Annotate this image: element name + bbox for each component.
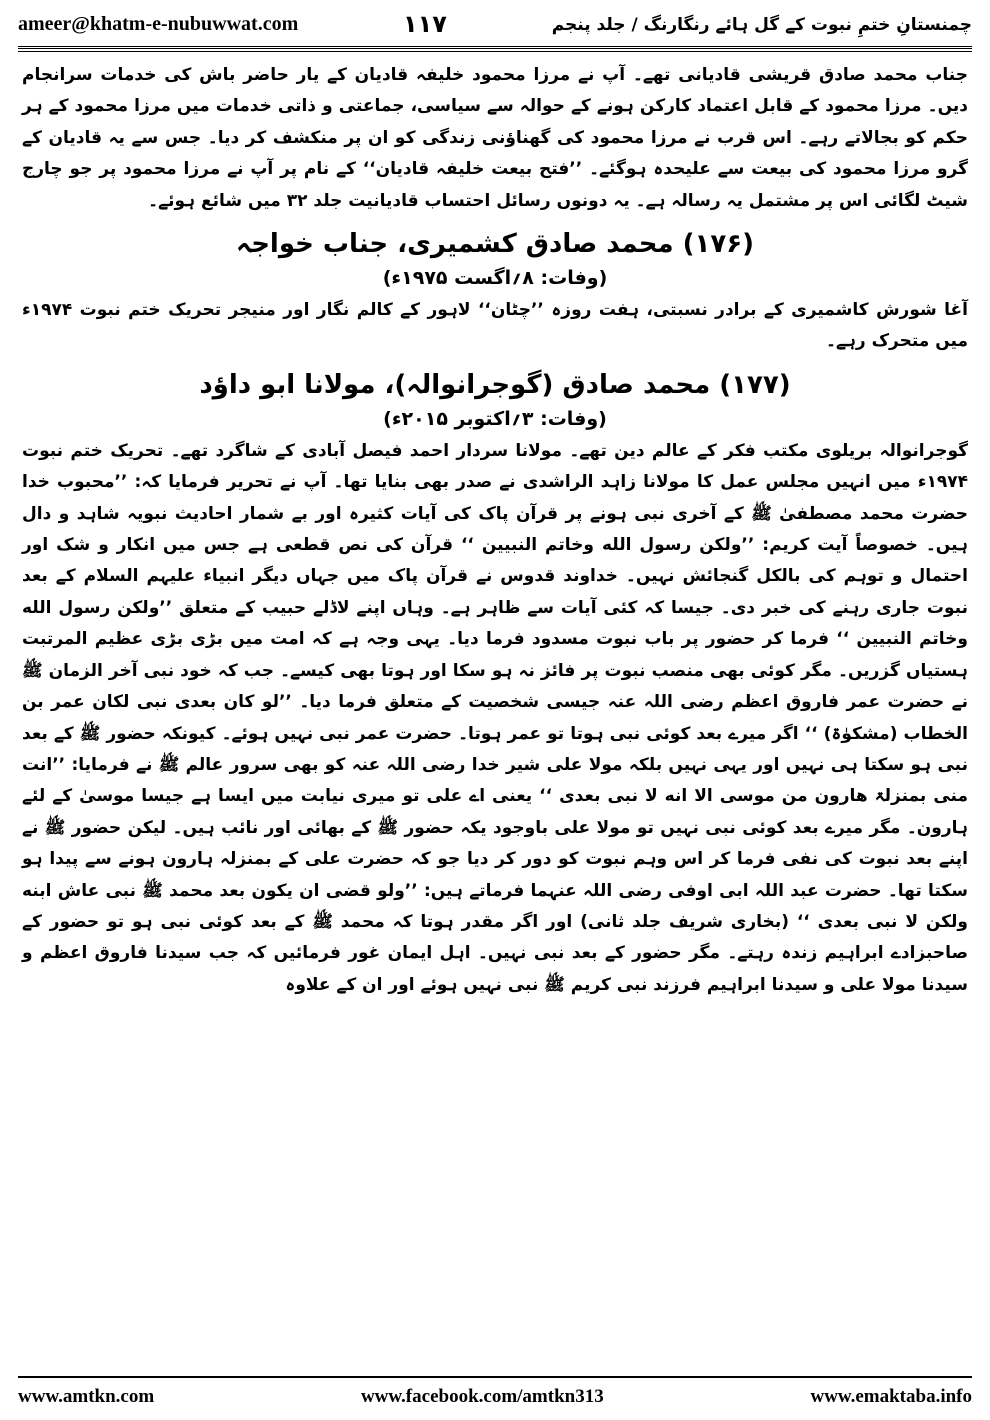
section-date-176: (وفات: ۸؍اگست ۱۹۷۵ء) bbox=[382, 267, 608, 290]
book-title: چمنستانِ ختمِ نبوت کے گل ہائے رنگارنگ / جلد پنجم bbox=[551, 14, 972, 35]
header-divider bbox=[18, 46, 972, 52]
footer-link-amtkn[interactable]: www.amtkn.com bbox=[18, 1386, 155, 1407]
header-email[interactable]: ameer@khatm-e-nubuwwat.com bbox=[18, 12, 299, 35]
intro-paragraph: جناب محمد صادق قریشی قادیانی تھے۔ آپ نے مرزا محمود خلیفہ قادیان کے یار حاضر باش کی خدمات سرانجام دیں۔ مرزا محمود کے قابل اعتماد کارکن ہونے کے حوالہ سے سیاسی، جماعتی و ذاتی خدمات میں مرزا محمود کے ہر حکم کو بجالاتے رہے۔ اس قرب نے مرزا محمود کی گھناؤنی زندگی کو ان پر منکشف کر دیا۔ جس سے یہ قادیان کے گرو مرزا محمود کی بیعت سے علیحدہ ہوگئے۔ ’’فتح بیعت خلیفہ قادیان‘‘ کے نام پر آپ نے مرزا محمود پر جو چارج شیٹ لگائی اس پر مشتمل یہ رسالہ ہے۔ یہ دونوں رسائل احتساب قادیانیت جلد ۳۲ میں شائع ہوئے۔ bbox=[22, 65, 968, 211]
page-content bbox=[22, 60, 968, 1368]
page-footer bbox=[18, 1384, 972, 1410]
section-paragraph-176: آغا شورش کاشمیری کے برادر نسبتی، ہفت روزہ ’’چٹان‘‘ لاہور کے کالم نگار اور منیجر تحریک ختم نبوت ۱۹۷۴ء میں متحرک رہے۔ bbox=[22, 300, 968, 352]
section-heading-176: (۱۷۶) محمد صادق کشمیری، جناب خواجہ bbox=[235, 229, 755, 260]
section-date-177: (وفات: ۳؍اکتوبر ۲۰۱۵ء) bbox=[383, 407, 607, 430]
page-number: ۱۱۷ bbox=[402, 10, 447, 38]
footer-divider bbox=[18, 1376, 972, 1378]
footer-link-emaktaba[interactable]: www.emaktaba.info bbox=[810, 1386, 972, 1407]
footer-link-facebook[interactable]: www.facebook.com/amtkn313 bbox=[360, 1386, 604, 1407]
section-heading-177: (۱۷۷) محمد صادق (گوجرانوالہ)، مولانا ابو داؤد bbox=[199, 369, 791, 400]
page-header bbox=[18, 8, 972, 40]
section-paragraph-177: گوجرانوالہ بریلوی مکتب فکر کے عالم دین تھے۔ مولانا سردار احمد فیصل آبادی کے شاگرد تھے۔ تحریک ختم نبوت ۱۹۷۴ء میں انہیں مجلس عمل کا مولانا زاہد الراشدی نے صدر بھی بنایا تھا۔ آپ نے تحریر فرمایا کہ: ’’محبوب خدا حضرت محمد مصطفیٰ ﷺ کے آخری نبی ہونے پر قرآن پاک کی آیات کثیرہ اور بے شمار احادیث نبویہ شاہد و دال ہیں۔ خصوصاً آیت کریم: ’’ولکن رسول الله وخاتم النبیین ‘‘ قرآن کی نص قطعی ہے جس میں انکار و شک اور احتمال و توہم کی بالکل گنجائش نہیں۔ خداوند قدوس نے قرآن پاک میں جہاں دیگر انبیاء علیہم السلام کے بعد نبوت جاری رہنے کی خبر دی۔ جیسا کہ کئی آیات سے ظاہر ہے۔ وہاں اپنے لاڈلے حبیب کے متعلق ’’ولکن رسول الله وخاتم النبیین ‘‘ فرما کر حضور پر باب نبوت مسدود فرما دیا۔ یہی وجہ ہے کہ امت میں بڑی بڑی عظیم المرتبت ہستیاں گزریں۔ مگر کوئی بھی منصب نبوت پر فائز نہ ہو سکا اور ہوتا بھی کیسے۔ جب کہ خود نبی آخر الزمان ﷺ نے حضرت عمر فاروق اعظم رضی اللہ عنہ جیسی شخصیت کے متعلق فرما دیا۔ ’’لو کان بعدی نبی لکان عمر بن الخطاب (مشکوٰۃ) ‘‘ اگر میرے بعد کوئی نبی ہوتا تو عمر ہوتا۔ حضرت عمر نبی نہیں ہوئے۔ کیونکہ حضور ﷺ کے بعد نبی ہو سکتا ہی نہیں اور یہی نہیں بلکہ مولا علی شیر خدا رضی اللہ عنہ کو بھی سرور عالم ﷺ نے فرمایا: ’’انت منی بمنزلۃ هارون من موسی الا انه لا نبی بعدی ‘‘ یعنی اے علی تو میری نیابت میں ایسا ہے جیسا موسیٰ کے لئے ہارون۔ مگر میرے بعد کوئی نبی نہیں تو مولا علی باوجود یکہ حضور ﷺ کے بھائی اور نائب ہیں۔ لیکن حضور ﷺ نے اپنے بعد نبوت کی نفی فرما کر اس وہم نبوت کو دور کر دیا جو کہ حضرت علی کے بمنزلہ ہارون ہونے سے پیدا ہو سکتا تھا۔ حضرت عبد اللہ ابی اوفی رضی اللہ عنہما فرماتے ہیں: ’’ولو قضی ان یکون بعد محمد ﷺ نبی عاش ابنه ولکن لا نبی بعدی ‘‘ (بخاری شریف جلد ثانی) اور اگر مقدر ہوتا کہ محمد ﷺ کے بعد کوئی نبی ہو تو حضور کے صاحبزادے ابراہیم زندہ رہتے۔ مگر حضور کے بعد نبی نہیں۔ اہل ایمان غور فرمائیں کہ جب سیدنا فاروق اعظم و سیدنا مولا علی و سیدنا ابراہیم فرزند نبی کریم ﷺ نبی نہیں ہوئے اور ان کے علاوہ bbox=[22, 440, 969, 995]
